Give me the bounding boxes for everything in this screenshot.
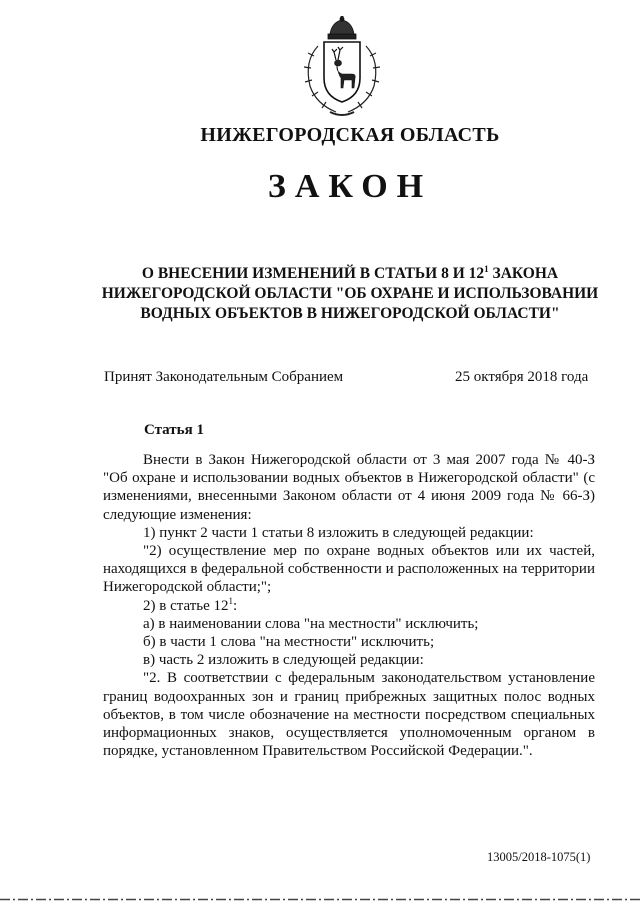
paragraph <box>103 597 595 615</box>
law-title <box>100 264 600 324</box>
paragraph: "2. В соответствии с федеральным законодательством установление границ водоохранных зон и границ прибрежных защитных полос водных объектов, в том числе обозначение на местности посредством специальных информационных знаков, осуществляется уполномоченным органом в порядке, установленном Правительством Российской Федерации.". <box>103 670 595 760</box>
law-title-part: О ВНЕСЕНИИ ИЗМЕНЕНИЙ В СТАТЬИ 8 И 12 <box>141 265 485 282</box>
paragraph: "2) осуществление мер по охране водных объектов или их частей, находящихся в федеральной собственности и расположенных на территории Нижегородской области;"; <box>103 543 595 596</box>
paragraph: в) часть 2 изложить в следующей редакции: <box>143 652 424 669</box>
paragraph: Внести в Закон Нижегородской области от 3 мая 2007 года № 40-З "Об охране и использовании водных объектов в Нижегородской области" (с изменениями, внесенными Законом области от 4 июня 2009 года № 66-З) следующие изменения: <box>103 452 595 523</box>
coat-of-arms-emblem <box>296 16 388 120</box>
law-title-part: ЗАКОНА <box>488 265 559 282</box>
paragraph-part: : <box>233 597 238 614</box>
document-number: 13005/2018-1075(1) <box>487 850 591 864</box>
paragraph-part: 2) в статье 12 <box>143 597 229 614</box>
superscript: 1 <box>484 263 489 274</box>
adoption-date: 25 октября 2018 года <box>455 369 589 385</box>
superscript: 1 <box>228 595 234 606</box>
crown-icon <box>328 16 356 39</box>
article-heading: Статья 1 <box>144 422 204 438</box>
law-title-rest: НИЖЕГОРОДСКОЙ ОБЛАСТИ "ОБ ОХРАНЕ И ИСПОЛЬЗОВАНИИ ВОДНЫХ ОБЪЕКТОВ В НИЖЕГОРОДСКОЙ ОБЛАСТИ" <box>101 285 599 322</box>
adoption-label: Принят Законодательным Собранием <box>104 369 344 385</box>
article-body <box>103 451 595 760</box>
ribbon-icon <box>330 112 354 115</box>
document-type: ЗАКОН <box>267 168 433 205</box>
paragraph: а) в наименовании слова "на местности" исключить; <box>143 615 479 632</box>
bottom-dashed-rule <box>0 898 640 901</box>
paragraph: 1) пункт 2 части 1 статьи 8 изложить в следующей редакции: <box>143 524 534 541</box>
shield-icon <box>324 42 360 102</box>
paragraph: б) в части 1 слова "на местности" исключить; <box>143 634 435 651</box>
region-title: НИЖЕГОРОДСКАЯ ОБЛАСТЬ <box>200 124 500 146</box>
